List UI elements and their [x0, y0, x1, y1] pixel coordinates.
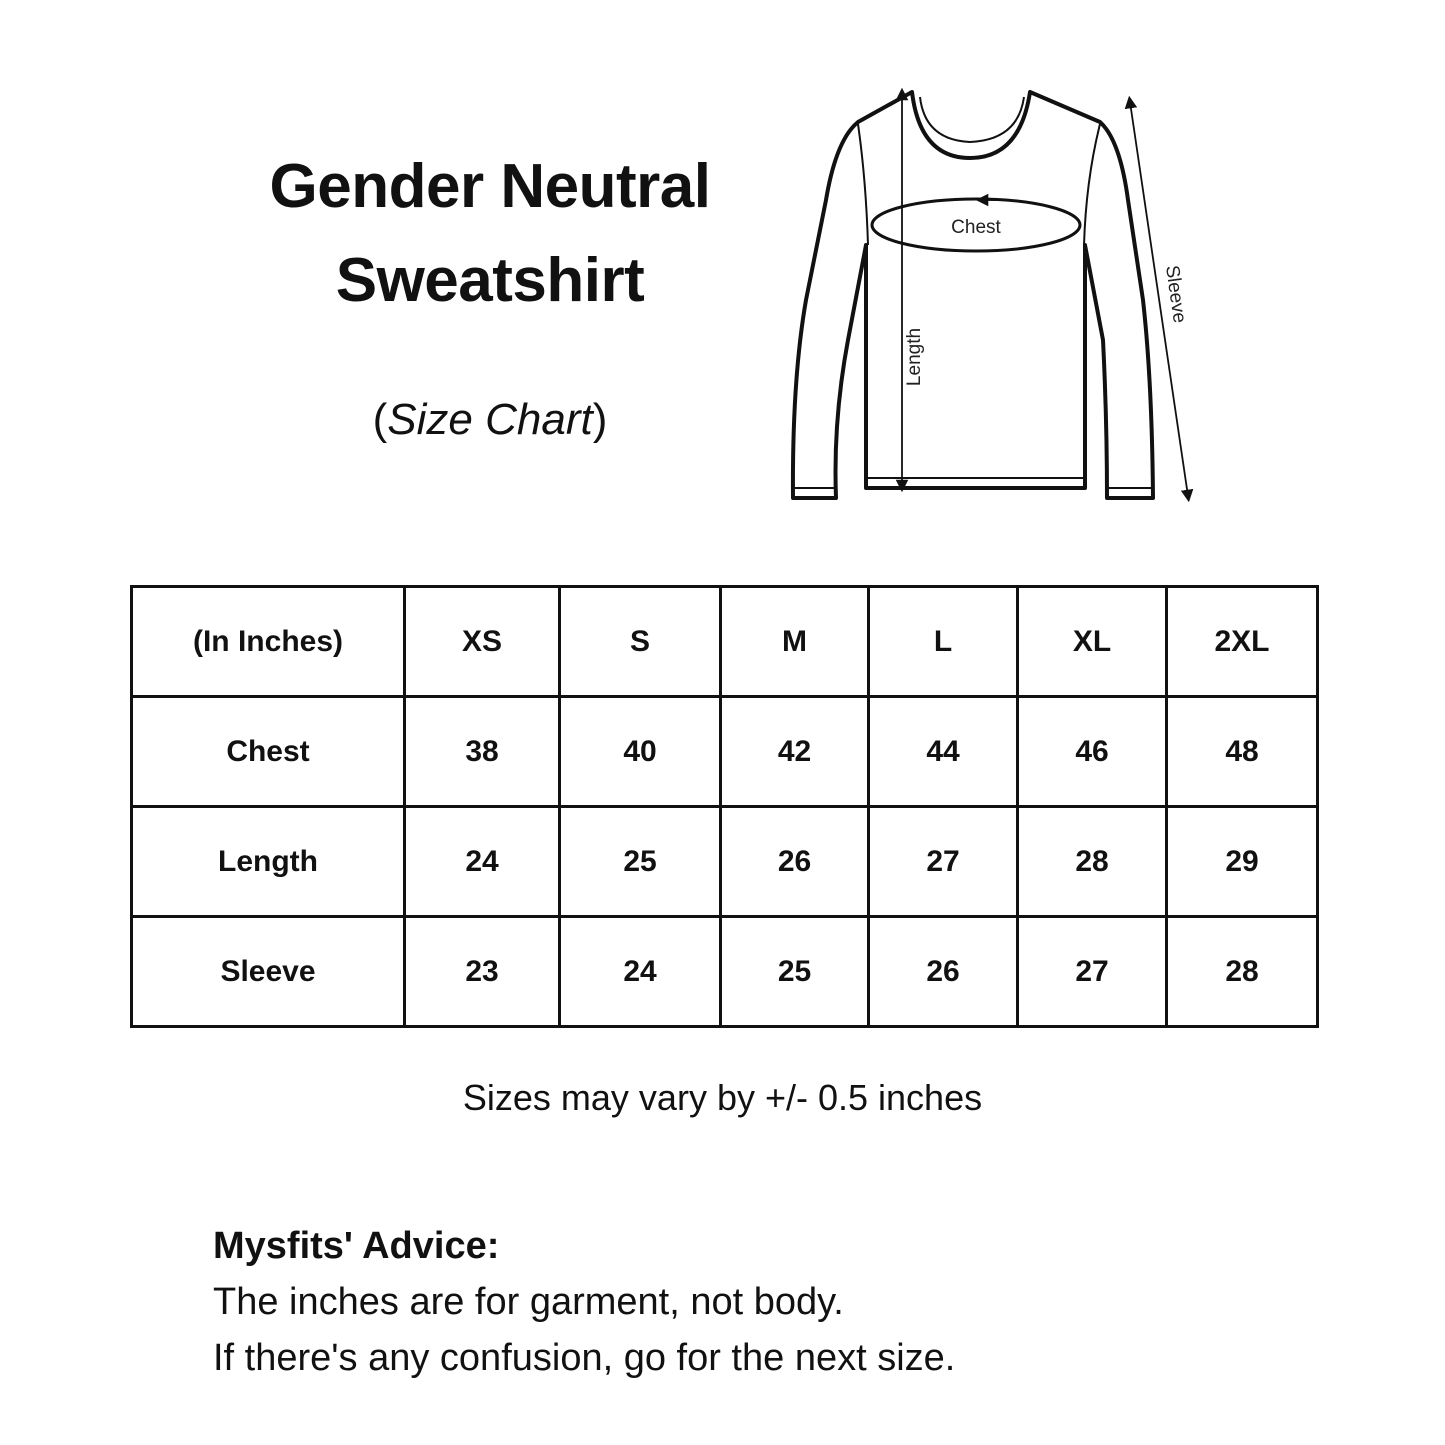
table-cell: 38	[405, 697, 560, 807]
table-cell: 42	[721, 697, 869, 807]
table-cell: 28	[1018, 807, 1167, 917]
sleeve-measure-label: Sleeve	[1161, 264, 1190, 325]
subtitle-text: Size Chart	[387, 395, 593, 444]
row-label: Chest	[132, 697, 405, 807]
sweatshirt-diagram	[780, 80, 1210, 520]
title-line-1: Gender Neutral	[269, 152, 711, 221]
size-header: XS	[405, 587, 560, 697]
chest-measure-label: Chest	[951, 217, 1001, 238]
size-header: XL	[1018, 587, 1167, 697]
table-cell: 27	[869, 807, 1018, 917]
table-cell: 25	[560, 807, 721, 917]
length-measure-label: Length	[904, 327, 925, 387]
table-cell: 24	[560, 917, 721, 1027]
size-header: 2XL	[1167, 587, 1318, 697]
advice-line-1: The inches are for garment, not body.	[213, 1281, 844, 1323]
table-cell: 26	[869, 917, 1018, 1027]
size-header: M	[721, 587, 869, 697]
table-row	[132, 807, 1318, 917]
advice-line-2: If there's any confusion, go for the next size.	[213, 1337, 956, 1379]
table-cell: 23	[405, 917, 560, 1027]
advice-block	[213, 1218, 1313, 1386]
sweatshirt-details	[794, 97, 1152, 488]
table-cell: 46	[1018, 697, 1167, 807]
advice-title: Mysfits' Advice:	[213, 1225, 500, 1267]
table-row	[132, 917, 1318, 1027]
size-header: S	[560, 587, 721, 697]
size-variance-note: Sizes may vary by +/- 0.5 inches	[462, 1077, 983, 1118]
title-line-2: Sweatshirt	[335, 246, 645, 315]
table-cell: 24	[405, 807, 560, 917]
size-table	[130, 585, 1319, 1028]
subtitle-open-paren: (	[372, 395, 388, 444]
subtitle-close-paren: )	[592, 395, 608, 444]
table-cell: 27	[1018, 917, 1167, 1027]
table-cell: 26	[721, 807, 869, 917]
subtitle	[190, 390, 790, 450]
size-header: L	[869, 587, 1018, 697]
row-label: Sleeve	[132, 917, 405, 1027]
table-header-row	[132, 587, 1318, 697]
table-cell: 48	[1167, 697, 1318, 807]
table-cell: 28	[1167, 917, 1318, 1027]
row-label: Length	[132, 807, 405, 917]
table-cell: 40	[560, 697, 721, 807]
table-corner-cell: (In Inches)	[132, 587, 405, 697]
table-row	[132, 697, 1318, 807]
sweatshirt-outline	[793, 92, 1153, 498]
table-cell: 29	[1167, 807, 1318, 917]
table-cell: 25	[721, 917, 869, 1027]
table-cell: 44	[869, 697, 1018, 807]
page-title	[190, 140, 790, 328]
